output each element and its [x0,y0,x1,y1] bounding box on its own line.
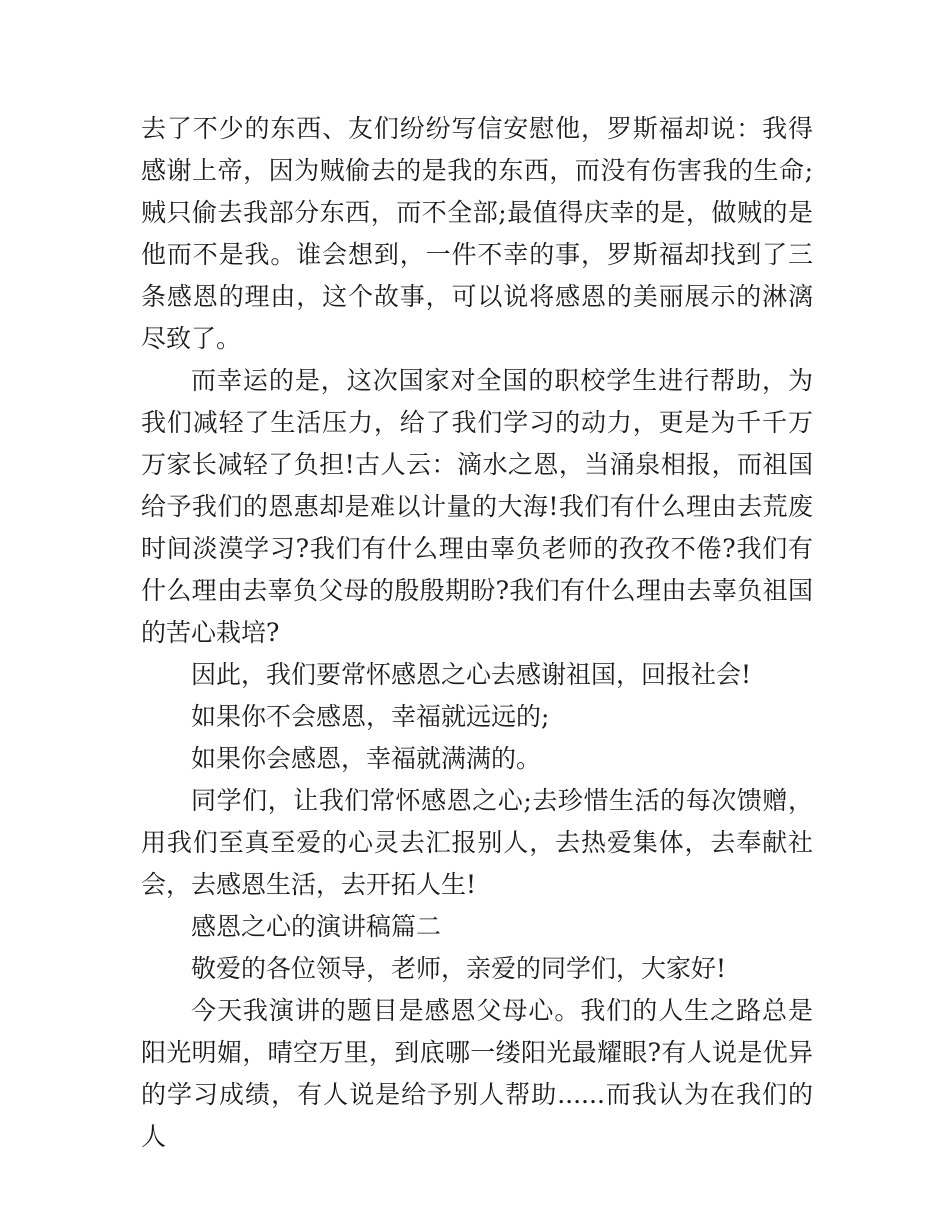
paragraph-gratitude-country: 因此，我们要常怀感恩之心去感谢祖国，回报社会! [191,660,752,689]
paragraph-national-aid: 而幸运的是，这次国家对全国的职校学生进行帮助，为我们减轻了生活压力，给了我们学习的动力，更是为千千万万家长减轻了负担!古人云：滴水之恩，当涌泉相报，而祖国给予我们的恩惠却是难以计量的大海!我们有什么理由去荒废时间淡漠学习?我们有什么理由辜负老师的孜孜不倦?我们有什么理由去辜负父母的殷殷期盼?我们有什么理由去辜负祖国的苦心栽培? [141,366,813,647]
section-heading-speech-two: 感恩之心的演讲稿篇二 [191,912,442,941]
paragraph-classmates-call: 同学们，让我们常怀感恩之心;去珍惜生活的每次馈赠，用我们至真至爱的心灵去汇报别人，去热爱集体，去奉献社会，去感恩生活，去开拓人生! [141,786,813,899]
paragraph-roosevelt-story: 去了不少的东西、友们纷纷写信安慰他，罗斯福却说：我得感谢上帝，因为贼偷去的是我的东西，而没有伤害我的生命;贼只偷去我部分东西，而不全部;最值得庆幸的是，做贼的是他而不是我。谁会想到，一件不幸的事，罗斯福却找到了三条感恩的理由，这个故事，可以说将感恩的美丽展示的淋漓尽致了。 [141,114,813,353]
paragraph-if-grateful: 如果你会感恩，幸福就满满的。 [191,744,542,773]
document-body [141,108,813,1158]
paragraph-speech-topic: 今天我演讲的题目是感恩父母心。我们的人生之路总是阳光明媚，晴空万里，到底哪一缕阳光最耀眼?有人说是优异的学习成绩，有人说是给予别人帮助......而我认为在我们的人 [141,996,813,1151]
paragraph-greeting: 敬爱的各位领导，老师，亲爱的同学们，大家好! [191,954,727,983]
paragraph-if-not-grateful: 如果你不会感恩，幸福就远远的; [191,702,550,731]
